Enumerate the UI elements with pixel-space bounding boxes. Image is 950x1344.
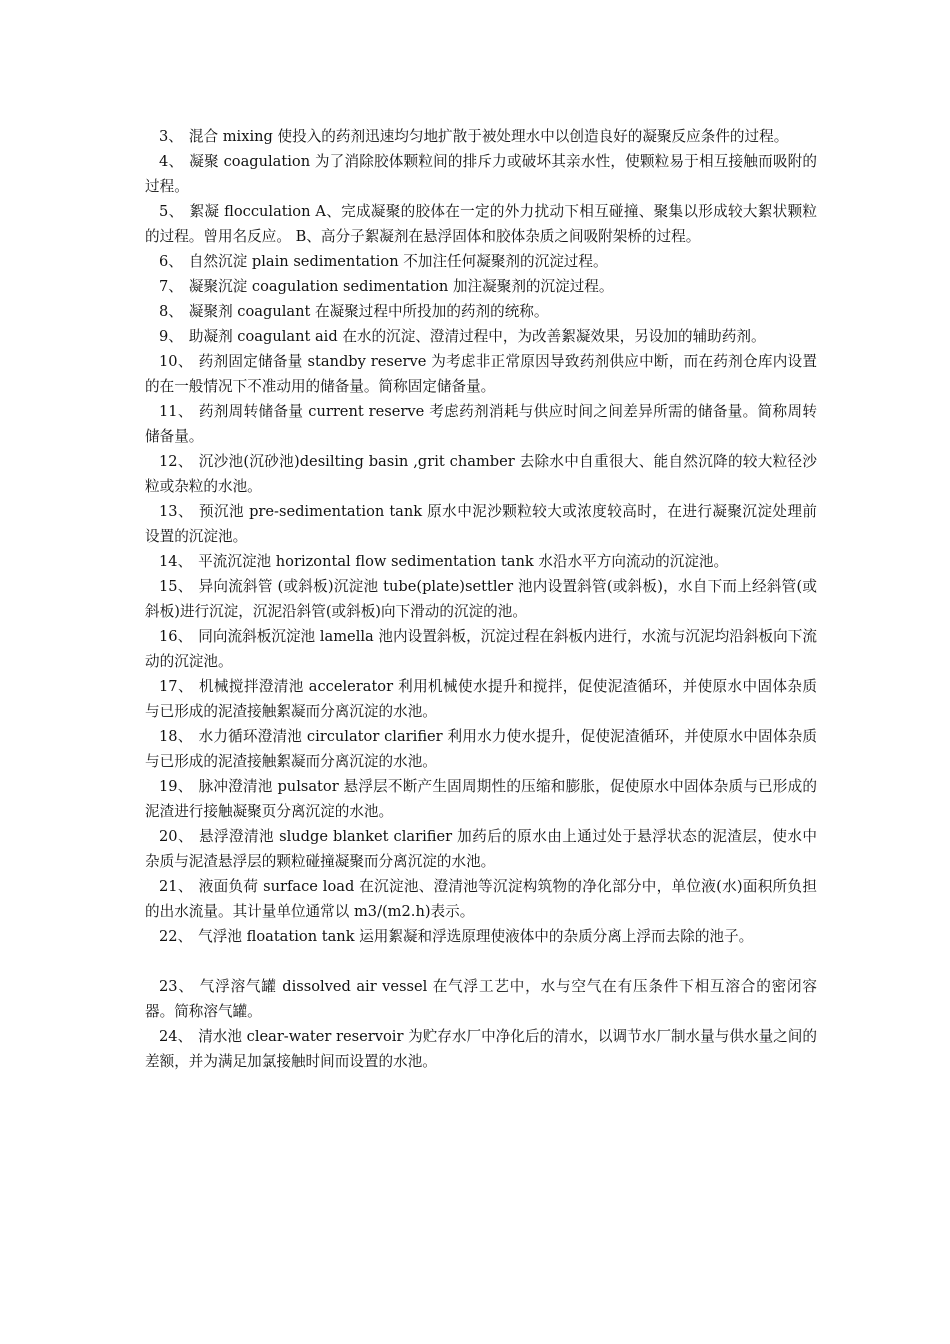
entry-text: 悬浮澄清池 sludge blanket clarifier 加药后的原水由上通过处于悬浮状态的泥渣层，使水中杂质与泥渣悬浮层的颗粒碰撞凝聚而分离沉淀的水池。: [145, 828, 817, 870]
entry-number: 8、: [159, 303, 183, 320]
entry-text: 液面负荷 surface load 在沉淀池、澄清池等沉淀构筑物的净化部分中，单位液(水)面积所负担的出水流量。其计量单位通常以 m3/(m2.h)表示。: [145, 878, 817, 920]
definition-entry-16: [145, 624, 817, 674]
definition-entry-11: [145, 399, 817, 449]
entry-text: 凝聚沉淀 coagulation sedimentation 加注凝聚剂的沉淀过程。: [188, 278, 614, 295]
entry-number: 4、: [159, 153, 184, 170]
entry-text: 异向流斜管 (或斜板)沉淀池 tube(plate)settler 池内设置斜管(或斜板)，水自下而上经斜管(或斜板)进行沉淀，沉泥沿斜管(或斜板)向下滑动的沉淀的池。: [145, 578, 817, 620]
definition-entry-24: [145, 1024, 817, 1074]
entry-number: 7、: [159, 278, 183, 295]
blank-line: [145, 949, 817, 974]
definition-entry-15: [145, 574, 817, 624]
entry-text: 水力循环澄清池 circulator clarifier 利用水力使水提升，促使泥渣循环，并使原水中固体杂质与已形成的泥渣接触絮凝而分离沉淀的水池。: [145, 728, 817, 770]
entry-text: 絮凝 flocculation A、完成凝聚的胶体在一定的外力扰动下相互碰撞、聚集以形成较大絮状颗粒的过程。曾用名反应。 B、高分子絮凝剂在悬浮固体和胶体杂质之间吸附架桥的过程。: [145, 203, 817, 245]
entry-text: 凝聚剂 coagulant 在凝聚过程中所投加的药剂的统称。: [188, 303, 549, 320]
entry-number: 13、: [159, 503, 193, 520]
entry-number: 24、: [159, 1028, 193, 1045]
definition-entry-20: [145, 824, 817, 874]
entry-number: 10、: [159, 353, 193, 370]
definition-entry-23: [145, 974, 817, 1024]
entry-text: 气浮池 floatation tank 运用絮凝和浮选原理使液体中的杂质分离上浮而去除的池子。: [198, 928, 754, 945]
document-page: [145, 124, 817, 1074]
entry-number: 5、: [159, 203, 184, 220]
entry-text: 同向流斜板沉淀池 lamella 池内设置斜板，沉淀过程在斜板内进行，水流与沉泥均沿斜板向下流动的沉淀池。: [145, 628, 817, 670]
definition-entry-21: [145, 874, 817, 924]
entry-text: 沉沙池(沉砂池)desilting basin ,grit chamber 去除水中自重很大、能自然沉降的较大粒径沙粒或杂粒的水池。: [145, 453, 817, 495]
entry-number: 19、: [159, 778, 193, 795]
definition-entry-9: [145, 324, 817, 349]
entry-text: 自然沉淀 plain sedimentation 不加注任何凝聚剂的沉淀过程。: [188, 253, 608, 270]
definition-entry-17: [145, 674, 817, 724]
definition-entry-13: [145, 499, 817, 549]
definition-entry-6: [145, 249, 817, 274]
definition-entry-14: [145, 549, 817, 574]
entry-number: 20、: [159, 828, 193, 845]
entry-number: 14、: [159, 553, 193, 570]
entry-text: 机械搅拌澄清池 accelerator 利用机械使水提升和搅拌，促使泥渣循环，并使原水中固体杂质与已形成的泥渣接触絮凝而分离沉淀的水池。: [145, 678, 817, 720]
definition-entry-22: [145, 924, 817, 949]
entry-number: 17、: [159, 678, 193, 695]
entry-number: 15、: [159, 578, 193, 595]
entry-number: 22、: [159, 928, 193, 945]
definition-entry-10: [145, 349, 817, 399]
entry-number: 3、: [159, 128, 183, 145]
entry-text: 脉冲澄清池 pulsator 悬浮层不断产生固周期性的压缩和膨胀，促使原水中固体杂质与已形成的泥渣进行接触凝聚页分离沉淀的水池。: [145, 778, 817, 820]
definition-entry-3: [145, 124, 817, 149]
definition-entry-19: [145, 774, 817, 824]
definition-entry-12: [145, 449, 817, 499]
definition-entry-7: [145, 274, 817, 299]
entry-text: 平流沉淀池 horizontal flow sedimentation tank 水沿水平方向流动的沉淀池。: [198, 553, 729, 570]
definition-entry-4: [145, 149, 817, 199]
entry-number: 21、: [159, 878, 193, 895]
entry-text: 助凝剂 coagulant aid 在水的沉淀、澄清过程中，为改善絮凝效果，另设加的辅助药剂。: [188, 328, 766, 345]
entry-text: 药剂周转储备量 current reserve 考虑药剂消耗与供应时间之间差异所需的储备量。简称周转储备量。: [145, 403, 817, 445]
entry-number: 16、: [159, 628, 193, 645]
entry-text: 混合 mixing 使投入的药剂迅速均匀地扩散于被处理水中以创造良好的凝聚反应条件的过程。: [188, 128, 789, 145]
entry-text: 气浮溶气罐 dissolved air vessel 在气浮工艺中，水与空气在有压条件下相互溶合的密闭容器。简称溶气罐。: [145, 978, 817, 1020]
entry-number: 23、: [159, 978, 194, 995]
entry-number: 18、: [159, 728, 193, 745]
entry-number: 6、: [159, 253, 183, 270]
entry-text: 清水池 clear-water reservoir 为贮存水厂中净化后的清水，以调节水厂制水量与供水量之间的差额，并为满足加氯接触时间而设置的水池。: [145, 1028, 817, 1070]
entry-text: 预沉池 pre-sedimentation tank 原水中泥沙颗粒较大或浓度较高时，在进行凝聚沉淀处理前设置的沉淀池。: [145, 503, 817, 545]
definition-entry-18: [145, 724, 817, 774]
entry-text: 药剂固定储备量 standby reserve 为考虑非正常原因导致药剂供应中断，而在药剂仓库内设置的在一般情况下不准动用的储备量。简称固定储备量。: [145, 353, 817, 395]
entry-number: 9、: [159, 328, 183, 345]
definition-entry-5: [145, 199, 817, 249]
entry-text: 凝聚 coagulation 为了消除胶体颗粒间的排斥力或破坏其亲水性，使颗粒易于相互接触而吸附的过程。: [145, 153, 817, 195]
entry-number: 11、: [159, 403, 193, 420]
definition-entry-8: [145, 299, 817, 324]
entry-number: 12、: [159, 453, 193, 470]
